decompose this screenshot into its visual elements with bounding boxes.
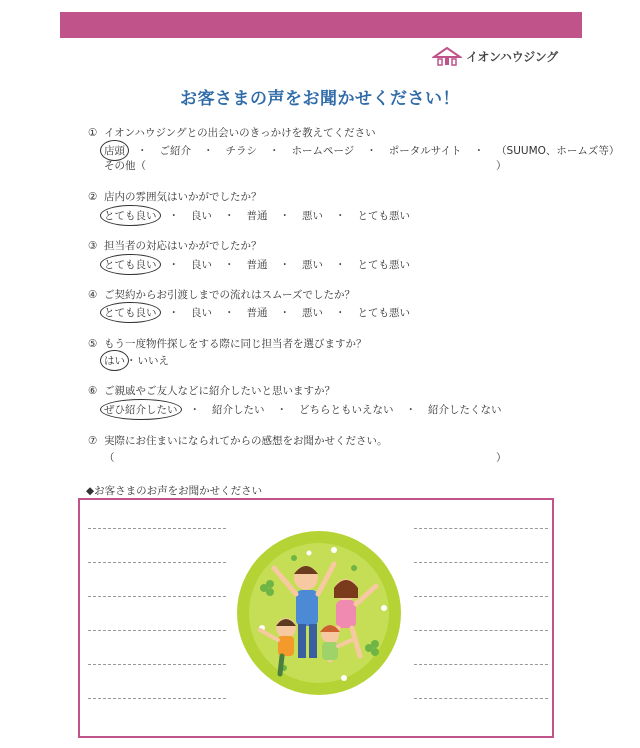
question-text: ご親戚やご友人などに紹介したいと思いますか？: [104, 385, 335, 397]
writing-line[interactable]: [88, 698, 226, 699]
option-neutral[interactable]: どちらともいえない: [299, 404, 394, 416]
writing-line[interactable]: [414, 596, 548, 597]
option-other[interactable]: [104, 158, 146, 173]
question-4-options: とても良い ・ 良い ・ 普通 ・ 悪い ・ とても悪い: [104, 307, 410, 319]
option-bad[interactable]: 悪い: [302, 259, 323, 271]
brand-name: イオンハウジング: [466, 49, 558, 64]
option-portal-examples: （SUUMO、ホームズ等）: [496, 145, 620, 157]
writing-line[interactable]: [414, 698, 548, 699]
option-bad[interactable]: 悪い: [302, 210, 323, 222]
question-number: ④: [88, 289, 98, 301]
writing-line[interactable]: [88, 528, 226, 529]
question-text: 実際にお住まいになられてからの感想をお聞かせください。: [104, 435, 388, 447]
writing-line[interactable]: [414, 528, 548, 529]
option-referral[interactable]: ご紹介: [159, 145, 191, 157]
question-number: ③: [88, 240, 98, 252]
writing-line[interactable]: [88, 664, 226, 665]
question-text: もう一度物件探しをする際に同じ担当者を選びますか？: [104, 338, 367, 350]
family-illustration: [234, 528, 404, 698]
question-5-options: はい・いいえ: [104, 355, 169, 367]
top-accent-bar: [60, 12, 582, 38]
question-7: [88, 434, 388, 449]
question-number: ⑥: [88, 385, 98, 397]
option-homepage[interactable]: ホームページ: [291, 145, 355, 157]
writing-line[interactable]: [88, 630, 226, 631]
voice-comment-box[interactable]: [78, 498, 554, 738]
question-text: 担当者の対応はいかがでしたか？: [104, 240, 262, 252]
option-average[interactable]: 普通: [246, 307, 268, 319]
voice-section-label: ◆お客さまのお声をお聞かせください: [86, 485, 263, 497]
question-3: [88, 239, 262, 254]
question-number: ⑤: [88, 338, 98, 350]
question-text: イオンハウジングとの出会いのきっかけを教えてください: [104, 127, 376, 139]
question-1: [88, 126, 376, 141]
question-text: ご契約からお引渡しまでの流れはスムーズでしたか？: [104, 289, 355, 301]
other-close-paren: ）: [496, 160, 507, 172]
question-number: ①: [88, 127, 98, 139]
option-bad[interactable]: 悪い: [302, 307, 323, 319]
question-number: ②: [88, 191, 98, 203]
option-good[interactable]: 良い: [191, 307, 212, 319]
question-1-options: 店頭 ・ ご紹介 ・ チラシ ・ ホームページ ・ ポータルサイト ・ （SUUMO、ホームズ等）: [104, 145, 620, 157]
writing-line[interactable]: [88, 562, 226, 563]
option-very-good[interactable]: とても良い: [104, 307, 157, 319]
option-average[interactable]: 普通: [246, 210, 268, 222]
impression-close-paren: ）: [496, 452, 507, 464]
impression-open-paren[interactable]: （: [104, 452, 115, 464]
brand-logo: [432, 44, 558, 68]
question-number: ⑦: [88, 435, 98, 447]
question-4: [88, 288, 355, 303]
question-2: [88, 190, 262, 205]
option-very-good[interactable]: とても良い: [104, 210, 157, 222]
option-very-good[interactable]: とても良い: [104, 259, 157, 271]
question-6-options: ぜひ紹介したい ・ 紹介したい ・ どちらともいえない ・ 紹介したくない: [104, 404, 502, 416]
option-very-bad[interactable]: とても悪い: [357, 307, 410, 319]
question-5: [88, 337, 367, 352]
option-portal-site[interactable]: ポータルサイト: [388, 145, 462, 157]
option-very-bad[interactable]: とても悪い: [357, 210, 410, 222]
option-average[interactable]: 普通: [246, 259, 268, 271]
writing-line[interactable]: [414, 664, 548, 665]
other-label: その他（: [104, 160, 146, 172]
option-flyer[interactable]: チラシ: [225, 145, 257, 157]
question-2-options: とても良い ・ 良い ・ 普通 ・ 悪い ・ とても悪い: [104, 210, 410, 222]
option-definitely-recommend[interactable]: ぜひ紹介したい: [104, 404, 178, 416]
writing-line[interactable]: [414, 630, 548, 631]
question-6: [88, 384, 335, 399]
house-logo-icon: [432, 45, 462, 67]
page-title: お客さまの声をお聞かせください！: [180, 89, 460, 109]
writing-line[interactable]: [88, 596, 226, 597]
option-no[interactable]: いいえ: [137, 355, 169, 367]
option-good[interactable]: 良い: [191, 210, 212, 222]
question-3-options: とても良い ・ 良い ・ 普通 ・ 悪い ・ とても悪い: [104, 259, 410, 271]
option-very-bad[interactable]: とても悪い: [357, 259, 410, 271]
option-storefront[interactable]: 店頭: [104, 145, 125, 157]
option-good[interactable]: 良い: [191, 259, 212, 271]
question-text: 店内の雰囲気はいかがでしたか？: [104, 191, 262, 203]
writing-line[interactable]: [414, 562, 548, 563]
option-recommend[interactable]: 紹介したい: [212, 404, 265, 416]
option-yes[interactable]: はい: [104, 355, 125, 367]
option-not-recommend[interactable]: 紹介したくない: [428, 404, 502, 416]
